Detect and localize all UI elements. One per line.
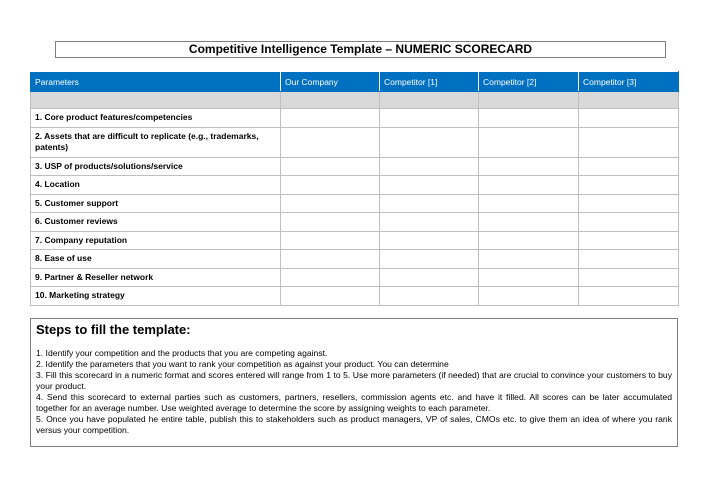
score-cell[interactable]: [579, 231, 679, 250]
score-cell[interactable]: [579, 127, 679, 157]
document-title: Competitive Intelligence Template – NUMERIC SCORECARD: [55, 41, 666, 58]
score-cell[interactable]: [281, 231, 380, 250]
parameter-cell: 8. Ease of use: [31, 250, 281, 269]
score-cell[interactable]: [579, 287, 679, 306]
score-cell[interactable]: [579, 109, 679, 128]
parameter-cell: 4. Location: [31, 176, 281, 195]
score-cell[interactable]: [380, 213, 479, 232]
table-row: [31, 268, 679, 287]
scorecard-table: [30, 71, 679, 306]
score-cell[interactable]: [281, 194, 380, 213]
table-cell: [579, 92, 679, 109]
step-3: 3. Fill this scorecard in a numeric format and scores entered will range from 1 to 5. Use more parameters (if needed) that are crucial to convince your customers to buy your product.: [36, 370, 672, 391]
score-cell[interactable]: [281, 287, 380, 306]
table-cell: [479, 92, 579, 109]
parameter-cell: 9. Partner & Reseller network: [31, 268, 281, 287]
parameter-cell: 5. Customer support: [31, 194, 281, 213]
parameter-cell: 1. Core product features/competencies: [31, 109, 281, 128]
score-cell[interactable]: [281, 109, 380, 128]
header-our-company: Our Company: [281, 72, 380, 92]
score-cell[interactable]: [281, 250, 380, 269]
parameter-cell: 7. Company reputation: [31, 231, 281, 250]
score-cell[interactable]: [479, 268, 579, 287]
score-cell[interactable]: [479, 194, 579, 213]
score-cell[interactable]: [281, 268, 380, 287]
score-cell[interactable]: [479, 250, 579, 269]
table-row: [31, 287, 679, 306]
score-cell[interactable]: [380, 268, 479, 287]
score-cell[interactable]: [380, 176, 479, 195]
table-cell: [31, 92, 281, 109]
score-cell[interactable]: [479, 213, 579, 232]
score-cell[interactable]: [579, 176, 679, 195]
score-cell[interactable]: [479, 157, 579, 176]
parameter-cell: 2. Assets that are difficult to replicate (e.g., trademarks, patents): [31, 127, 281, 157]
score-cell[interactable]: [479, 109, 579, 128]
table-row: [31, 213, 679, 232]
score-cell[interactable]: [380, 157, 479, 176]
table-row: [31, 109, 679, 128]
table-row: [31, 157, 679, 176]
blank-gray-row: [31, 92, 679, 109]
parameter-cell: 3. USP of products/solutions/service: [31, 157, 281, 176]
score-cell[interactable]: [380, 109, 479, 128]
score-cell[interactable]: [380, 127, 479, 157]
header-competitor-1: Competitor [1]: [380, 72, 479, 92]
score-cell[interactable]: [479, 231, 579, 250]
score-cell[interactable]: [380, 194, 479, 213]
table-cell: [281, 92, 380, 109]
steps-heading: Steps to fill the template:: [36, 322, 191, 337]
table-cell: [380, 92, 479, 109]
score-cell[interactable]: [281, 127, 380, 157]
header-parameters: Parameters: [31, 72, 281, 92]
table-row: [31, 127, 679, 157]
score-cell[interactable]: [479, 287, 579, 306]
parameter-cell: 6. Customer reviews: [31, 213, 281, 232]
score-cell[interactable]: [479, 127, 579, 157]
score-cell[interactable]: [380, 287, 479, 306]
score-cell[interactable]: [579, 268, 679, 287]
step-4: 4. Send this scorecard to external parties such as customers, partners, resellers, commission agents etc. and have it filled. All scores can be later accumulated together for an average number. Use weighted average to determine the score by assigning weights to each parameter.: [36, 392, 672, 413]
header-competitor-3: Competitor [3]: [579, 72, 679, 92]
table-header-row: [31, 72, 679, 92]
table-row: [31, 231, 679, 250]
score-cell[interactable]: [281, 157, 380, 176]
score-cell[interactable]: [380, 231, 479, 250]
step-5: 5. Once you have populated he entire table, publish this to stakeholders such as product managers, VP of sales, CMOs etc. to give them an idea of where you rank versus your competition.: [36, 414, 672, 435]
parameter-cell: 10. Marketing strategy: [31, 287, 281, 306]
step-2: 2. Identify the parameters that you want to rank your competition as against your product. You can determine: [36, 359, 449, 369]
score-cell[interactable]: [579, 250, 679, 269]
table-row: [31, 194, 679, 213]
score-cell[interactable]: [380, 250, 479, 269]
score-cell[interactable]: [281, 176, 380, 195]
score-cell[interactable]: [579, 157, 679, 176]
score-cell[interactable]: [479, 176, 579, 195]
table-row: [31, 176, 679, 195]
header-competitor-2: Competitor [2]: [479, 72, 579, 92]
step-1: 1. Identify your competition and the products that you are competing against.: [36, 348, 328, 358]
score-cell[interactable]: [579, 213, 679, 232]
score-cell[interactable]: [281, 213, 380, 232]
steps-box: [30, 318, 678, 447]
score-cell[interactable]: [579, 194, 679, 213]
table-row: [31, 250, 679, 269]
